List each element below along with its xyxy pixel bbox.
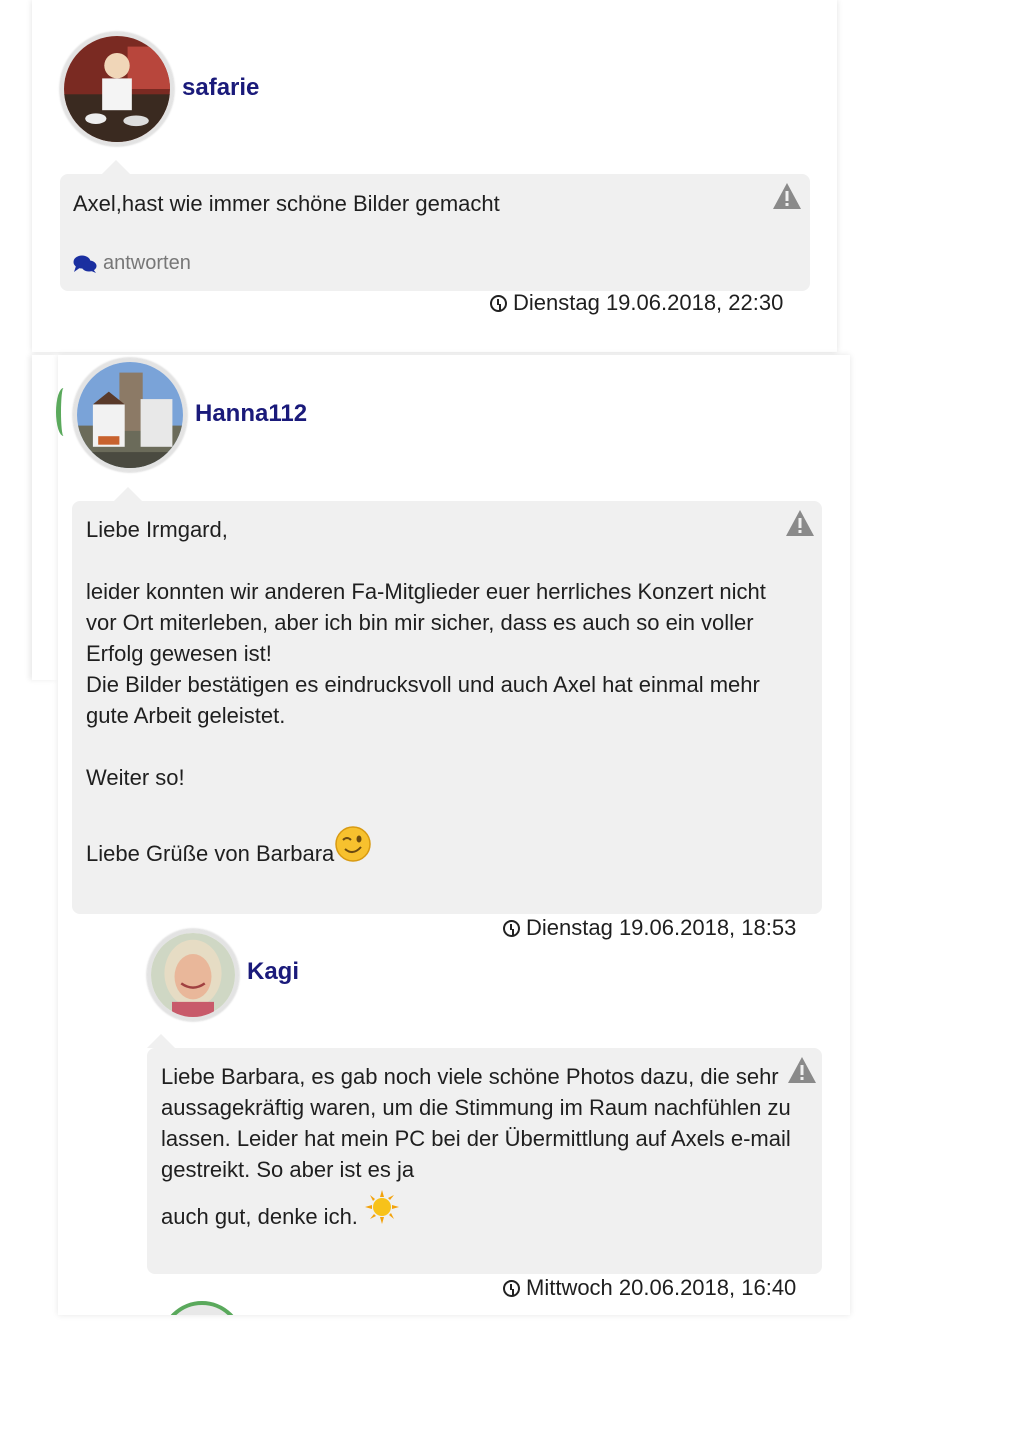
next-avatar-partial (160, 1301, 244, 1315)
comment-text-paragraph: Liebe Barbara, es gab noch viele schöne Photos dazu, die sehr aussagekräftig waren, um die Stimmung im Raum nachfühlen zu lassen. Leider hat mein PC bei der Übermittlung auf Axels e-mail gestreikt. So aber ist es ja (161, 1064, 791, 1182)
comment-text: Axel,hast wie immer schöne Bilder gemacht (73, 191, 500, 216)
comment-text-paragraph: Die Bilder bestätigen es eindrucksvoll und auch Axel hat einmal mehr gute Arbeit geleistet. (86, 672, 760, 728)
clock-icon (503, 920, 520, 937)
username[interactable]: safarie (182, 74, 260, 101)
timestamp-text: Dienstag 19.06.2018, 18:53 (526, 915, 797, 940)
comment-text-greeting: Liebe Irmgard, (86, 517, 228, 542)
clock-icon (503, 1280, 520, 1297)
avatar-photo-icon (64, 36, 170, 142)
speech-bubbles-icon (73, 254, 97, 274)
comment-text-paragraph: Weiter so! (86, 765, 185, 790)
timestamp (503, 915, 796, 941)
closing-text: auch gut, denke ich. (161, 1204, 358, 1229)
avatar[interactable] (60, 32, 174, 146)
comment-body (147, 1048, 822, 1274)
comment-text-paragraph: leider konnten wir anderen Fa-Mitglieder euer herrliches Konzert nicht vor Ort miterleben, aber ich bin mir sicher, dass es auch so ein voller Erfolg gewesen ist! (86, 579, 766, 666)
clock-icon (490, 295, 507, 312)
comment-body (72, 501, 822, 914)
timestamp-text: Mittwoch 20.06.2018, 16:40 (526, 1275, 797, 1300)
reply-button[interactable] (73, 248, 191, 279)
username[interactable]: Kagi (247, 958, 300, 985)
warning-triangle-icon[interactable] (772, 182, 802, 210)
avatar[interactable] (147, 929, 239, 1021)
comment-body (60, 174, 810, 291)
avatar[interactable] (73, 358, 187, 472)
sun-emoji (364, 1189, 400, 1225)
signoff-text: Liebe Grüße von Barbara (86, 841, 335, 866)
winking-face-emoji (334, 825, 372, 863)
comment-text-closing (161, 1201, 801, 1232)
warning-triangle-icon[interactable] (785, 509, 815, 537)
avatar-photo-icon (77, 362, 183, 468)
avatar-photo-icon (151, 933, 235, 1017)
reply-label: antworten (103, 252, 191, 274)
comment-text-signoff (86, 838, 791, 869)
timestamp (490, 290, 783, 316)
timestamp (503, 1275, 796, 1301)
panel-edge (32, 355, 58, 680)
timestamp-text: Dienstag 19.06.2018, 22:30 (513, 290, 784, 315)
username[interactable]: Hanna112 (195, 400, 308, 427)
warning-triangle-icon[interactable] (787, 1056, 817, 1084)
partial-avatar-ring (56, 388, 71, 436)
